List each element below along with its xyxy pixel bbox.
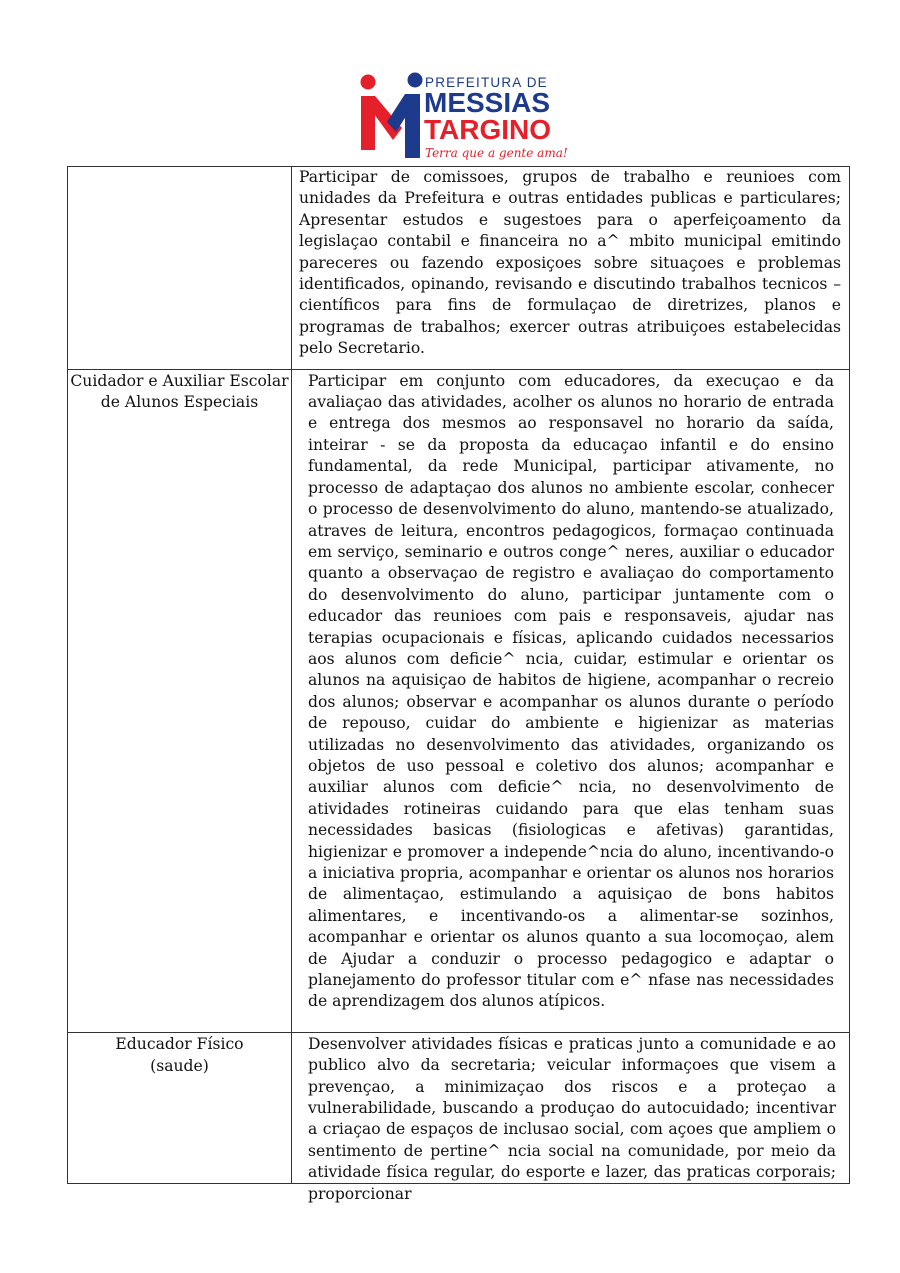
logo-red-figure-head bbox=[361, 75, 376, 90]
role-description: Participar em conjunto com educadores, da execuçao e da avaliaçao das atividades, acolher os alunos no horario de entrada e entrega dos mesmos ao responsavel no horario da saı́da, inteirar - se da proposta da educaçao infantil e do ensino fundamental, da rede Municipal, participar ativamente, no processo de adaptaçao dos alunos no ambiente escolar, conhecer o processo de desenvolvimento do aluno, mantendo-se atualizado, atraves de leitura, encontros pedagogicos, formaçao continuada em serviço, seminario e outros conge^ neres, auxiliar o educador quanto a observaçao de registro e avaliaçao do comportamento do desenvolvimento do aluno, participar juntamente com o educador das reunioes com pais e responsaveis, ajudar nas terapias ocupacionais e fı́sicas, aplicando cuidados necessarios aos alunos com deficie^ ncia, cuidar, estimular e orientar os alunos na aquisiçao de habitos de higiene, acompanhar o recreio dos alunos; observar e acompanhar os alunos durante o perı́odo de repouso, cuidar do ambiente e higienizar as materias utilizadas no desenvolvimento das atividades, organizando os objetos de uso pessoal e coletivo dos alunos; acompanhar e auxiliar alunos com deficie^ ncia, no desenvolvimento de atividades rotineiras cuidando para que elas tenham suas necessidades basicas (fisiologicas e afetivas) garantidas, higienizar e promover a independe^ncia do aluno, incentivando-o a iniciativa propria, acompanhar e orientar os alunos nos horarios de alimentaçao, estimulando a aquisiçao de bons habitos alimentares, e incentivando-os a alimentar-se sozinhos, acompanhar e orientar os alunos quanto a sua locomoçao, alem de Ajudar a conduzir o processo pedagogico e adaptar o planejamento do professor titular com e^ nfase nas necessidades de aprendizagem dos alunos atı́picos. bbox=[308, 371, 834, 1011]
logo-line-targino: TARGINO bbox=[424, 114, 552, 145]
role-subtitle: (saude) bbox=[150, 1057, 209, 1076]
role-name: Cuidador e Auxiliar Escolar de Alunos Especiais bbox=[70, 371, 289, 412]
logo-line-prefeitura: PREFEITURA DE bbox=[425, 75, 548, 90]
role-description: Desenvolver atividades fı́sicas e praticas junto a comunidade e ao publico alvo da secretaria; veicular informaçoes que visem a prevençao, a minimizaçao dos riscos e a proteçao a vulnerabilidade, buscando a produçao do autocuidado; incentivar a criaçao de espaços de inclusao social, com açoes que ampliem o sentimento de pertine^ ncia social na comunidade, por meio da atividade fı́sica regular, do esporte e lazer, das praticas corporais; proporcionar bbox=[308, 1034, 836, 1203]
description-cell bbox=[292, 167, 850, 370]
table-row bbox=[68, 1032, 850, 1183]
description-cell bbox=[292, 1032, 850, 1203]
logo-blue-figure-head bbox=[408, 73, 423, 88]
table-row bbox=[68, 369, 850, 1032]
logo-line-messias: MESSIAS bbox=[424, 87, 551, 118]
logo-slogan: Terra que a gente ama! bbox=[425, 146, 568, 160]
prefeitura-logo bbox=[358, 70, 568, 162]
job-descriptions-table bbox=[67, 166, 850, 1203]
description-clip bbox=[292, 1033, 849, 1203]
role-cell bbox=[68, 369, 292, 1032]
role-name bbox=[68, 167, 291, 168]
table-row bbox=[68, 167, 850, 370]
role-description: Participar de comissoes, grupos de trabalho e reunioes com unidades da Prefeitura e outras entidades publicas e particulares; Apresentar estudos e sugestoes para o aperfeiçoamento da legislaçao contabil e financeira no a^ mbito municipal emitindo pareceres ou fazendo exposiçoes sobre situaçoes e problemas identificados, opinando, revisando e discutindo trabalhos tecnicos –cientı́ficos para fins de formulaçao de diretrizes, planos e programas de trabalhos; exercer outras atribuiçoes estabelecidas pelo Secretario. bbox=[299, 168, 841, 358]
description-cell bbox=[292, 369, 850, 1032]
role-name: Educador Fı́sico bbox=[115, 1034, 244, 1053]
role-cell bbox=[68, 167, 292, 370]
role-cell bbox=[68, 1032, 292, 1183]
